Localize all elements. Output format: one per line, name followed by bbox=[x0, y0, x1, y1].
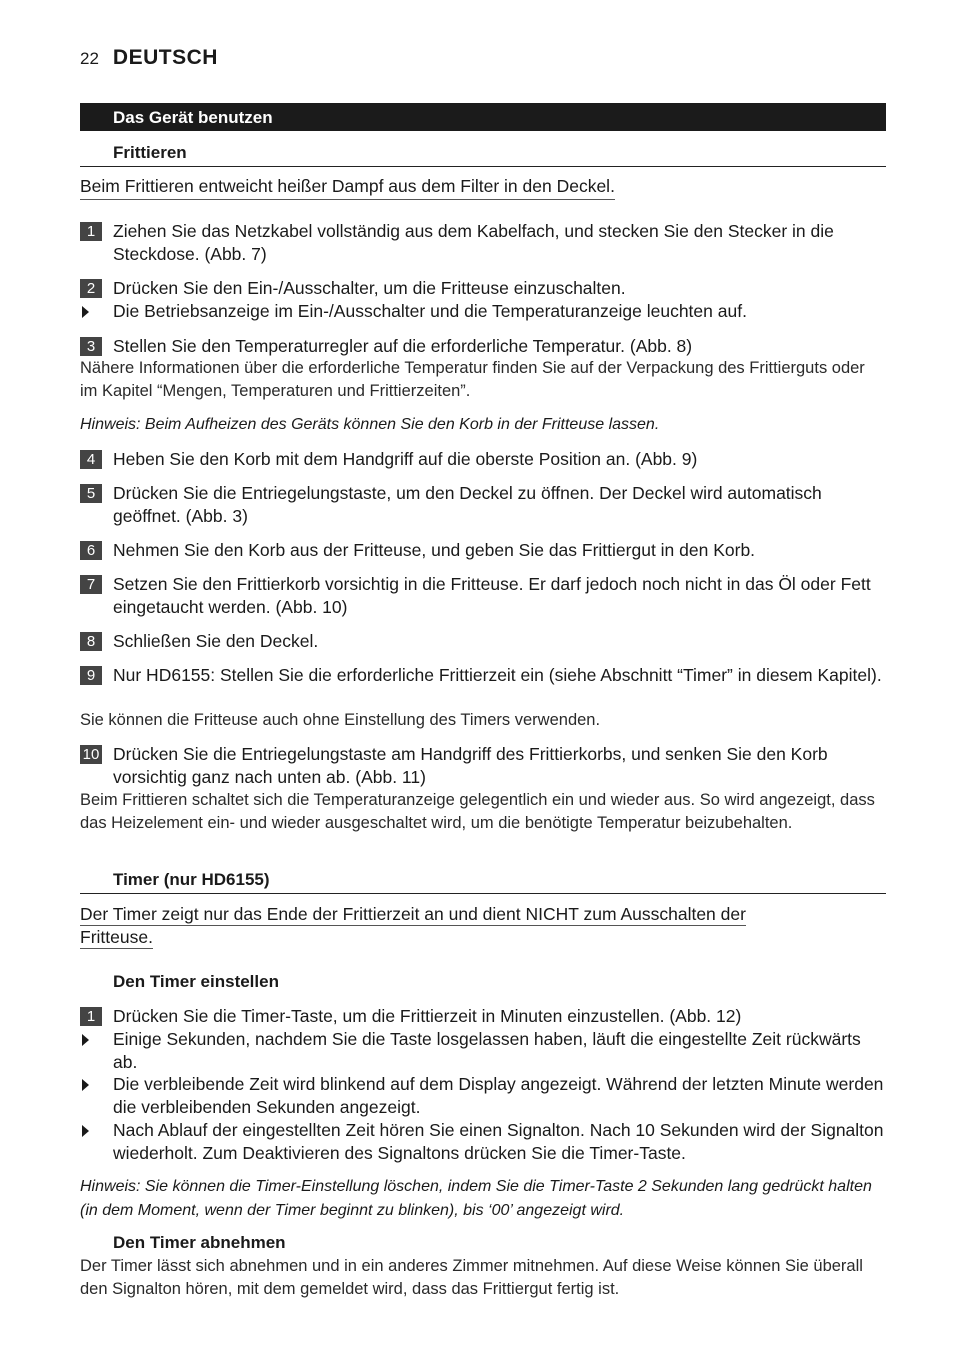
frittieren-warning: Beim Frittieren entweicht heißer Dampf aus dem Filter in den Deckel. bbox=[80, 175, 615, 200]
bullet-arrow-icon bbox=[82, 1125, 89, 1137]
step-number: 6 bbox=[80, 541, 102, 560]
step-number: 1 bbox=[80, 1007, 102, 1026]
bullet-arrow-icon bbox=[82, 1034, 89, 1046]
step-number: 9 bbox=[80, 666, 102, 685]
frittieren-heading: Frittieren bbox=[80, 140, 886, 167]
step-text: Stellen Sie den Temperaturregler auf die erforderliche Temperatur. (Abb. 8) bbox=[113, 336, 693, 356]
step-number: 1 bbox=[80, 222, 102, 241]
step-text: Setzen Sie den Frittierkorb vorsichtig in die Fritteuse. Er darf jedoch noch nicht in das Öl oder Fett eingetaucht werden. (Abb. 10) bbox=[113, 574, 871, 617]
timer-heading: Timer (nur HD6155) bbox=[80, 867, 886, 894]
timer-step-1 bbox=[80, 1005, 886, 1028]
step-text: Ziehen Sie das Netzkabel vollständig aus dem Kabelfach, und stecken Sie den Stecker in die Steckdose. (Abb. 7) bbox=[113, 221, 834, 264]
timer-remove-text: Der Timer lässt sich abnehmen und in ein anderes Zimmer mitnehmen. Auf diese Weise können Sie überall den Signalton hören, mit dem gemeldet wird, dass das Frittiergut fertig ist. bbox=[80, 1257, 863, 1298]
step-text: Drücken Sie die Entriegelungstaste am Handgriff des Frittierkorbs, und senken Sie den Korb vorsichtig ganz nach unten ab. (Abb. 11) bbox=[113, 744, 828, 787]
timer-set-heading: Den Timer einstellen bbox=[113, 972, 279, 991]
frittieren-warning-box bbox=[80, 175, 886, 200]
bullet-arrow-icon bbox=[82, 306, 89, 318]
step-8 bbox=[80, 630, 886, 653]
step-text: Heben Sie den Korb mit dem Handgriff auf die oberste Position an. (Abb. 9) bbox=[113, 449, 698, 469]
step-6 bbox=[80, 539, 886, 562]
step-1 bbox=[80, 220, 886, 266]
step-number: 10 bbox=[80, 745, 102, 764]
step-5 bbox=[80, 482, 886, 528]
section-title-bar: Das Gerät benutzen bbox=[80, 103, 886, 131]
bullet-text: Die verbleibende Zeit wird blinkend auf dem Display angezeigt. Während der letzten Minute werden die verbleibenden Sekunden angezeigt. bbox=[113, 1074, 884, 1117]
page-header bbox=[80, 46, 218, 74]
info-paragraph: Beim Frittieren schaltet sich die Temperaturanzeige gelegentlich ein und wieder aus. So wird angezeigt, dass das Heizelement ein- und wieder ausgeschaltet wird, um die benötigte Temperatur beizubehalten. bbox=[80, 791, 875, 832]
timer-note: Hinweis: Sie können die Timer-Einstellung löschen, indem Sie die Timer-Taste 2 Sekunden lang gedrückt halten (in dem Moment, wenn der Timer beginnt zu blinken), bis ‘00’ angezeigt wird. bbox=[80, 1178, 872, 1219]
step-number: 8 bbox=[80, 632, 102, 651]
timer-warning: Der Timer zeigt nur das Ende der Frittierzeit an und dient NICHT zum Ausschalten der Fritteuse. bbox=[80, 904, 746, 947]
step-text: Schließen Sie den Deckel. bbox=[113, 631, 319, 651]
timer-remove-heading: Den Timer abnehmen bbox=[113, 1233, 286, 1252]
step-number: 5 bbox=[80, 484, 102, 503]
bullet-arrow-icon bbox=[82, 1079, 89, 1091]
language-title: DEUTSCH bbox=[112, 46, 218, 69]
step-10 bbox=[80, 743, 886, 789]
step-number: 2 bbox=[80, 279, 102, 298]
bullet-item bbox=[80, 1119, 886, 1165]
step-text: Drücken Sie die Entriegelungstaste, um den Deckel zu öffnen. Der Deckel wird automatisch geöffnet. (Abb. 3) bbox=[113, 483, 822, 526]
bullet-text: Einige Sekunden, nachdem Sie die Taste losgelassen haben, läuft die eingestellte Zeit rückwärts ab. bbox=[113, 1029, 861, 1072]
step-text: Drücken Sie den Ein-/Ausschalter, um die Fritteuse einzuschalten. bbox=[113, 278, 626, 298]
bullet-text: Nach Ablauf der eingestellten Zeit hören Sie einen Signalton. Nach 10 Sekunden wird der Signalton wiederholt. Zum Deaktivieren des Signaltons drücken Sie die Timer-Taste. bbox=[113, 1120, 884, 1163]
page-number: 22 bbox=[80, 49, 99, 68]
step-text: Drücken Sie die Timer-Taste, um die Frittierzeit in Minuten einzustellen. (Abb. 12) bbox=[113, 1006, 742, 1026]
step-number: 4 bbox=[80, 450, 102, 469]
step-9 bbox=[80, 664, 886, 687]
info-paragraph: Nähere Informationen über die erforderliche Temperatur finden Sie auf der Verpackung des Frittierguts oder im Kapitel “Mengen, Temperaturen und Frittierzeiten”. bbox=[80, 359, 865, 400]
timer-warning-box bbox=[80, 903, 812, 949]
step-text: Nehmen Sie den Korb aus der Fritteuse, und geben Sie das Frittiergut in den Korb. bbox=[113, 540, 756, 560]
bullet-item bbox=[80, 1073, 886, 1119]
step-text: Nur HD6155: Stellen Sie die erforderliche Frittierzeit ein (siehe Abschnitt “Timer” in diesem Kapitel). bbox=[113, 665, 882, 685]
step-7 bbox=[80, 573, 886, 619]
bullet-item bbox=[80, 300, 886, 323]
step-2 bbox=[80, 277, 886, 300]
info-paragraph: Sie können die Fritteuse auch ohne Einstellung des Timers verwenden. bbox=[80, 711, 601, 729]
note-paragraph: Hinweis: Beim Aufheizen des Geräts können Sie den Korb in der Fritteuse lassen. bbox=[80, 416, 660, 433]
step-number: 3 bbox=[80, 337, 102, 356]
step-3 bbox=[80, 335, 886, 358]
step-4 bbox=[80, 448, 886, 471]
step-number: 7 bbox=[80, 575, 102, 594]
bullet-text: Die Betriebsanzeige im Ein-/Ausschalter und die Temperaturanzeige leuchten auf. bbox=[113, 301, 747, 321]
bullet-item bbox=[80, 1028, 886, 1074]
